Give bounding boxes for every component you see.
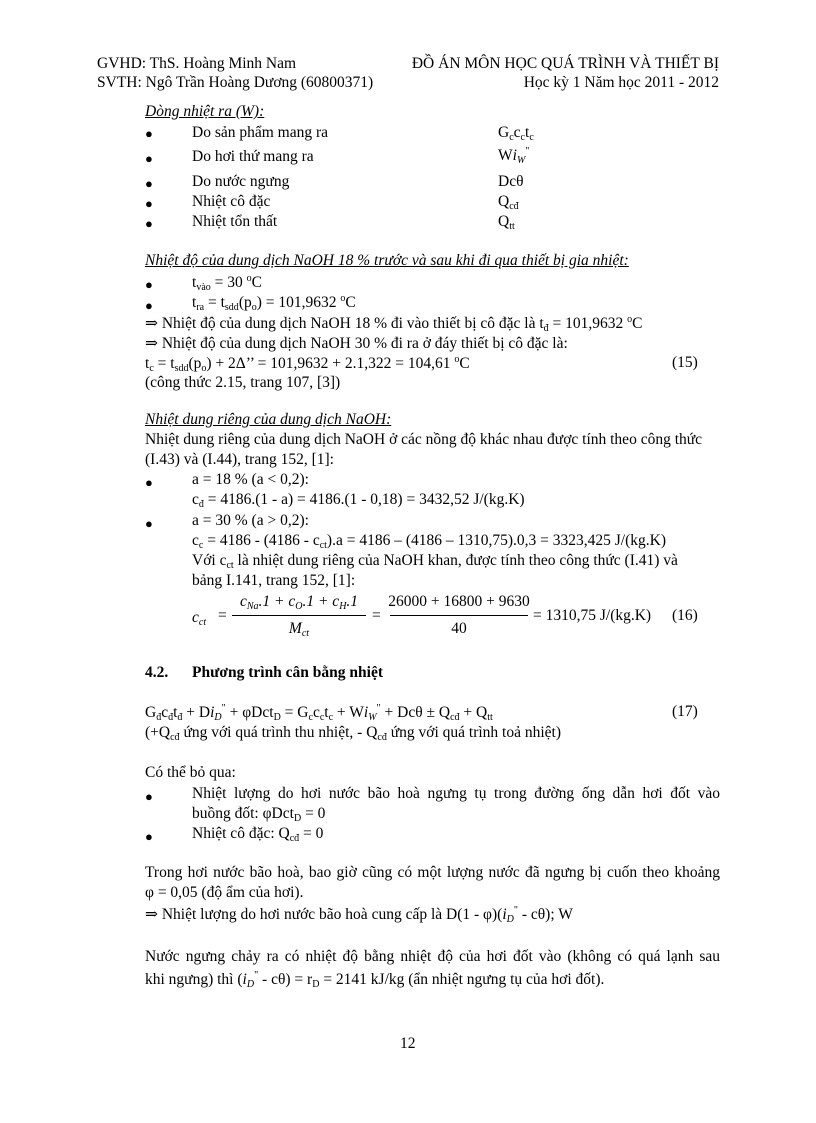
bullet: ●	[145, 829, 153, 844]
bullet: ●	[145, 196, 153, 211]
heat-out-symbol: Dcθ	[498, 173, 524, 190]
cp-case2-text2: bảng I.141, trang 152, [1]:	[192, 572, 356, 589]
temp-line3: ⇒ Nhiệt độ của dung dịch NaOH 18 % đi vào thiết bị cô đặc là $t_đ = 101,9632$ $^o$C	[145, 314, 643, 334]
heat-out-label: Do sản phẩm mang ra	[192, 124, 329, 141]
equation-number: (17)	[672, 703, 698, 720]
section-number: 4.2.	[145, 664, 169, 681]
bullet: ●	[145, 277, 153, 292]
fraction-bar	[390, 615, 528, 616]
cp-case2-text1: Với $c_{ct}$ là nhiệt dung riêng của NaOH khan, được tính theo công thức (I.41) và	[192, 552, 678, 571]
moisture-paragraph-line2: φ = 0,05 (độ ẩm của hơi).	[145, 884, 304, 901]
heat-out-label: Do nước ngưng	[192, 173, 290, 190]
heat-out-heading: Dòng nhiệt ra (W):	[145, 103, 265, 120]
temp-line4: ⇒ Nhiệt độ của dung dịch NaOH 30 % đi ra ở đáy thiết bị cô đặc là:	[145, 335, 568, 352]
page-number: 12	[400, 1035, 416, 1052]
formula-numerator-1: $c_{Na}.1 + c_O.1 + c_H.1$	[239, 593, 359, 612]
equals-sign: =	[372, 607, 381, 624]
heat-out-symbol: $Q_{cđ}$	[498, 193, 519, 212]
formula-denominator-2: 40	[451, 620, 467, 637]
cp-paragraph-line1: Nhiệt dung riêng của dung dịch NaOH ở các nồng độ khác nhau được tính theo công thức	[145, 431, 703, 448]
condensate-paragraph-line1: Nước ngưng chảy ra có nhiệt độ bằng nhiệt độ của hơi đốt vào (không có quá lạnh sau	[145, 948, 720, 965]
bullet: ●	[145, 298, 153, 313]
heat-out-symbol: $Wi_W^"$	[498, 146, 530, 166]
heat-out-symbol: $G_cc_ct_c$	[498, 124, 534, 143]
negligible-item1-line2: buồng đốt: φDct$_D$ = 0	[192, 805, 326, 824]
heat-balance-note: ($+Q_{cđ}$ ứng với quá trình thu nhiệt, - $Q_{cđ}$ ứng với quá trình toả nhiệt)	[145, 724, 562, 743]
fraction-bar	[232, 615, 366, 616]
cp-case2-equation: $c_c = 4186 - (4186 - c_{ct}).a = 4186 - (4186 - 1310,75).0,3 = 3323,425$ J/(kg.K)	[192, 532, 666, 551]
negligible-item1-line1: Nhiệt lượng do hơi nước bão hoà ngưng tụ trong đường ống dẫn hơi đốt vào	[192, 785, 720, 802]
header-course-title: ĐỒ ÁN MÔN HỌC QUÁ TRÌNH VÀ THIẾT BỊ	[411, 55, 719, 72]
cp-paragraph-line2: (I.43) và (I.44), trang 152, [1]:	[145, 451, 334, 468]
cp-case1-equation: $c_đ = 4186.(1 - a) = 4186.(1 - 0,18) = 3432,52$ J/(kg.K)	[192, 491, 525, 510]
bullet: ●	[145, 789, 153, 804]
bullet: ●	[145, 176, 153, 191]
heat-out-label: Do hơi thứ mang ra	[192, 148, 314, 165]
section-title: Phương trình cân bằng nhiệt	[192, 664, 384, 681]
equals-sign: =	[218, 607, 227, 624]
temp-inlet: $t_{vào} = 30$ $^o$C	[192, 273, 262, 293]
header-supervisor: GVHD: ThS. Hoàng Minh Nam	[97, 55, 297, 72]
header-student: SVTH: Ngô Trần Hoàng Dương (60800371)	[97, 74, 374, 91]
equation-number: (16)	[672, 607, 698, 624]
equation-number: (15)	[672, 354, 698, 371]
cp-case2: a = 30 % (a > 0,2):	[192, 512, 309, 529]
negligible-item2: Nhiệt cô đặc: $Q_{cđ} = 0$	[192, 825, 324, 844]
cp-heading: Nhiệt dung riêng của dung dịch NaOH:	[145, 411, 392, 428]
temp-reference: (công thức 2.15, trang 107, [3])	[145, 374, 341, 391]
cp-case1: a = 18 % (a < 0,2):	[192, 471, 309, 488]
temp-line5: $t_c = t_{sdd}(p_o) + 2\Delta$’’ = 101,9632 + 2.1,322 = 104,61 $^o$C	[145, 354, 470, 374]
temp-outlet: $t_{ra} = t_{sdd}(p_o) = 101,9632$ $^o$C	[192, 293, 356, 313]
moisture-paragraph-line1: Trong hơi nước bão hoà, bao giờ cũng có một lượng nước đã ngưng bị cuốn theo khoảng	[145, 864, 720, 881]
heat-out-label: Nhiệt tổn thất	[192, 213, 278, 230]
steam-heat-line: ⇒ Nhiệt lượng do hơi nước bão hoà cung cấp là $D(1 - \varphi)(i_D^" - c\theta)$; W	[145, 905, 573, 925]
formula-lhs: $c_{ct}$	[192, 609, 207, 628]
header-semester: Học kỳ 1 Năm học 2011 - 2012	[523, 74, 719, 91]
heat-balance-equation: $G_đc_đt_đ + Di_D^" + \varphi Dct_D = G_cc_ct_c + Wi_W^" + Dc\theta \pm Q_{cđ} + Q_{tt}$	[145, 703, 493, 723]
heat-out-label: Nhiệt cô đặc	[192, 193, 271, 210]
formula-numerator-2: 26000 + 16800 + 9630	[388, 593, 530, 610]
negligible-heading: Có thể bỏ qua:	[145, 764, 236, 781]
bullet: ●	[145, 151, 153, 166]
bullet: ●	[145, 216, 153, 231]
bullet: ●	[145, 475, 153, 490]
condensate-paragraph-line2: khi ngưng) thì $(i_D^" - c\theta) = r_D = 2141$ kJ/kg (ẩn nhiệt ngưng tụ của hơi đốt).	[145, 970, 605, 990]
formula-denominator-1: $M_{ct}$	[288, 620, 310, 639]
formula-result: = 1310,75 J/(kg.K)	[533, 607, 652, 624]
bullet: ●	[145, 516, 153, 531]
temp-heading: Nhiệt độ của dung dịch NaOH 18 % trước và sau khi đi qua thiết bị gia nhiệt:	[145, 252, 629, 269]
heat-out-symbol: $Q_{tt}$	[498, 213, 515, 232]
bullet: ●	[145, 126, 153, 141]
